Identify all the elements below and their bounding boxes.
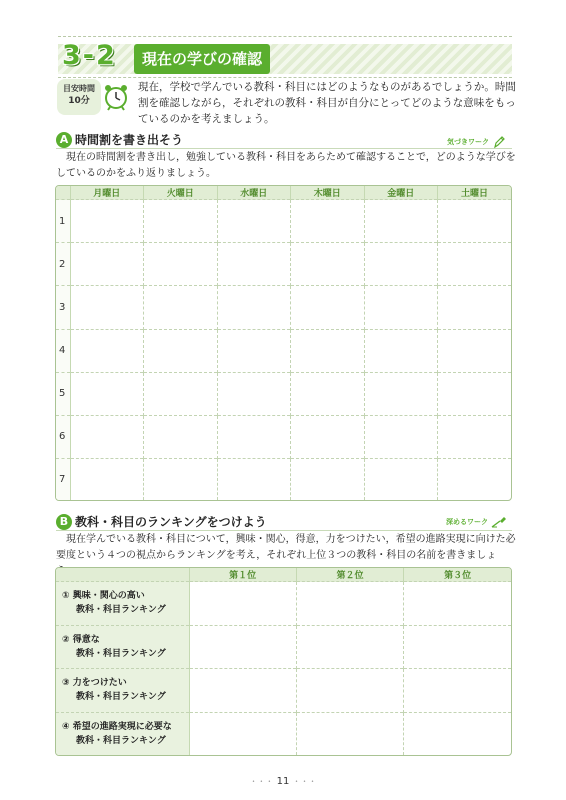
ranking-row-subtitle: 教科・科目ランキング [76,735,166,746]
timetable-cell[interactable] [438,329,512,372]
section-a-heading [56,131,183,148]
period-number: 3 [56,286,70,329]
timetable-cell[interactable] [438,243,512,286]
footer-dots-left: ・・・ [249,777,274,786]
ranking-row-subtitle: 教科・科目ランキング [76,692,166,703]
ranking-row-number: ④ [62,721,70,732]
timetable-cell[interactable] [70,286,144,329]
timetable-row [56,372,511,415]
timetable-cell[interactable] [291,372,365,415]
timetable-cell[interactable] [217,415,291,458]
timetable-cell[interactable] [438,415,512,458]
footer-dots-right: ・・・ [292,777,317,786]
ranking-cell[interactable] [404,625,511,669]
shovel-icon [491,516,507,528]
ranking-cell[interactable] [404,712,511,755]
timetable-row [56,286,511,329]
timetable-row [56,200,511,243]
timetable-cell[interactable] [144,200,218,243]
ranking-cell[interactable] [296,625,403,669]
section-b-letter: B [56,514,72,530]
ranking-cell[interactable] [189,669,296,713]
period-number: 5 [56,372,70,415]
period-number: 4 [56,329,70,372]
ranking-row-number: ③ [62,678,70,689]
timetable-cell[interactable] [438,372,512,415]
timetable-row [56,415,511,458]
period-number: 2 [56,243,70,286]
ranking-row-label [56,625,189,669]
ranking-table [55,567,512,756]
section-b-description: 現在学んでいる教科・科目について，興味・関心，得意，力をつけたい，希望の進路実現に向けた必要度という４つの視点からランキングを考え，それぞれ上位３つの教科・科目の名前を書きましょ [56,534,516,561]
ranking-cell[interactable] [404,669,511,713]
alarm-clock-icon [101,82,131,112]
ranking-row [56,582,511,626]
ranking-cell[interactable] [296,669,403,713]
header-divider-top [58,36,512,37]
time-badge [57,79,101,115]
ranking-row-label [56,582,189,626]
page-number: 11 [276,776,290,787]
section-number: 3-2 [62,40,117,71]
day-header: 木曜日 [291,186,365,200]
ranking-row [56,712,511,755]
day-header: 月曜日 [70,186,144,200]
timetable-cell[interactable] [438,459,512,500]
section-a-underline [56,148,512,149]
ranking-row-number: ① [62,591,70,602]
timetable-cell[interactable] [438,200,512,243]
ranking-corner [56,568,189,582]
timetable-cell[interactable] [364,243,438,286]
ranking-row-title: 力をつけたい [72,678,127,689]
section-b-heading [56,513,267,530]
day-header: 金曜日 [364,186,438,200]
header-divider-bottom [58,77,512,78]
timetable-cell[interactable] [144,415,218,458]
ranking-cell[interactable] [296,712,403,755]
ranking-row-number: ② [62,634,70,645]
ranking-row-subtitle: 教科・科目ランキング [76,605,166,616]
ranking-row [56,625,511,669]
day-header: 火曜日 [144,186,218,200]
rank-header: 第１位 [189,568,296,582]
intro-text: 現在，学校で学んでいる教科・科目にはどのようなものがあるでしょうか。時間割を確認しながら，それぞれの教科・科目が自分にとってどのような意味をもっているのかを考えましょう。 [138,81,516,125]
rank-header: 第２位 [296,568,403,582]
timetable-cell[interactable] [217,286,291,329]
timetable-cell[interactable] [291,459,365,500]
timetable-cell[interactable] [291,243,365,286]
awareness-work-tag [447,135,506,149]
day-header: 土曜日 [438,186,512,200]
period-number: 6 [56,415,70,458]
timetable-cell[interactable] [291,329,365,372]
timetable-header-row [56,186,511,200]
timetable-cell[interactable] [364,415,438,458]
timetable-cell[interactable] [70,200,144,243]
section-a-letter: A [56,132,72,148]
timetable-cell[interactable] [364,372,438,415]
timetable-cell[interactable] [70,243,144,286]
time-badge-value: 10分 [68,96,90,106]
timetable-cell[interactable] [144,372,218,415]
timetable-cell[interactable] [217,243,291,286]
time-badge-label: 目安時間 [63,84,95,93]
timetable-cell[interactable] [364,329,438,372]
timetable-cell[interactable] [144,459,218,500]
page-footer [0,776,566,787]
deepening-work-tag [446,516,507,528]
period-number: 7 [56,459,70,500]
ranking-row-label [56,669,189,713]
section-b-title: 教科・科目のランキングをつけよう [75,515,267,529]
ranking-row-subtitle: 教科・科目ランキング [76,648,166,659]
timetable [55,185,512,501]
ranking-row [56,669,511,713]
timetable-cell[interactable] [217,459,291,500]
timetable-cell[interactable] [291,415,365,458]
timetable-cell[interactable] [70,329,144,372]
section-b-underline [56,530,512,531]
ranking-cell[interactable] [189,625,296,669]
timetable-corner [56,186,70,200]
timetable-cell[interactable] [144,329,218,372]
ranking-row-title: 希望の進路実現に必要な [72,721,172,732]
ranking-cell[interactable] [296,582,403,626]
rank-header: 第３位 [404,568,511,582]
timetable-row [56,459,511,500]
timetable-cell[interactable] [291,200,365,243]
timetable-cell[interactable] [291,286,365,329]
timetable-row [56,329,511,372]
timetable-cell[interactable] [438,286,512,329]
timetable-cell[interactable] [144,243,218,286]
ranking-row-title: 得意な [72,634,100,645]
section-a-description: 現在の時間割を書き出し，勉強している教科・科目をあらためて確認することで，どのような学びをしているのかをふり返りましょう。 [56,152,516,179]
timetable-cell[interactable] [364,459,438,500]
period-number: 1 [56,200,70,243]
awareness-work-label: 気づきワーク [447,138,489,146]
timetable-cell[interactable] [70,372,144,415]
ranking-cell[interactable] [189,582,296,626]
day-header: 水曜日 [217,186,291,200]
ranking-cell[interactable] [404,582,511,626]
timetable-cell[interactable] [217,200,291,243]
timetable-cell[interactable] [70,415,144,458]
timetable-cell[interactable] [364,200,438,243]
ranking-row-label [56,712,189,755]
ranking-header-row [56,568,511,582]
header-band [58,44,512,74]
timetable-cell[interactable] [144,286,218,329]
ranking-row-title: 興味・関心の高い [72,591,145,602]
timetable-cell[interactable] [217,329,291,372]
timetable-cell[interactable] [217,372,291,415]
timetable-cell[interactable] [70,459,144,500]
section-title: 現在の学びの確認 [134,44,270,74]
timetable-row [56,243,511,286]
timetable-cell[interactable] [364,286,438,329]
pencil-icon [492,135,506,149]
section-a-title: 時間割を書き出そう [75,133,184,147]
ranking-cell[interactable] [189,712,296,755]
deepening-work-label: 深めるワーク [446,518,488,526]
